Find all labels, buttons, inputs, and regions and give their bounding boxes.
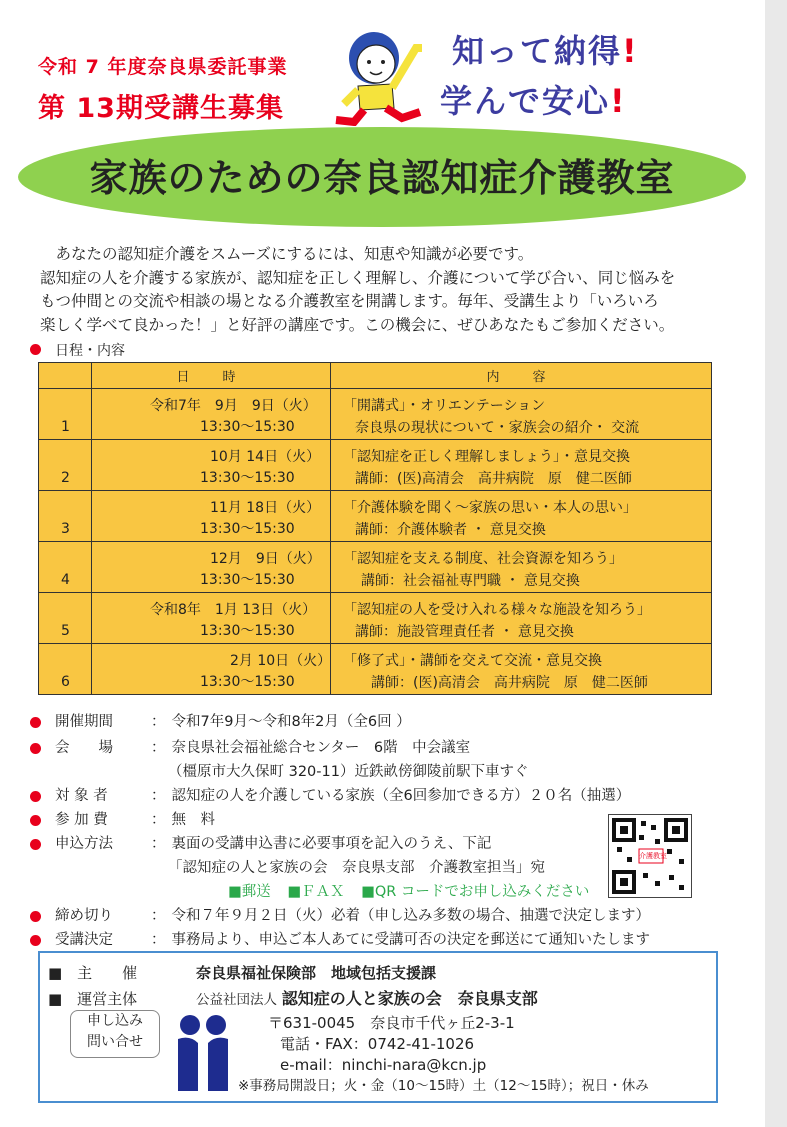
inquiry-label: 申し込み 問い合せ <box>70 1010 160 1058</box>
contact-email[interactable]: e-mail：ninchi-nara@kcn.jp <box>280 1056 487 1074</box>
contact-phone: 電話・FAX：0742-41-1026 <box>280 1035 475 1053</box>
intro-line: もつ仲間との交流や相談の場となる介護教室を開講します。毎年、受講生より「いろいろ <box>40 292 659 310</box>
operator-row <box>48 986 538 1009</box>
host-row <box>48 962 436 983</box>
info-period: 開催期間 ： 令和7年9月〜令和8年2月（全6回 ） <box>30 710 411 731</box>
table-row <box>39 644 712 695</box>
intro-line: 楽しく学べて良かった！」と好評の講座です。この機会に、ぜひあなたもご参加ください。 <box>40 315 675 334</box>
row-time: 13:30〜15:30 <box>200 572 295 588</box>
row-content-title: 「認知症の人を受け入れる様々な施設を知ろう」 <box>343 602 651 618</box>
row-content-detail: 講師：施設管理責任者 ・ 意見交換 <box>355 624 574 640</box>
operator-prefix: 公益社団法人 <box>196 992 277 1008</box>
bullet-icon <box>30 815 41 826</box>
info-apply-to: 「認知症の人と家族の会 奈良県支部 介護教室担当」宛 <box>168 860 545 876</box>
row-content-detail: 講師：(医)高清会 高井病院 原 健二医師 <box>355 471 632 487</box>
row-number: 1 <box>61 419 70 435</box>
bullet-icon <box>30 743 41 754</box>
slogan-2: 学んで安心! <box>440 82 627 120</box>
row-content-title: 「介護体験を聞く〜家族の思い・本人の思い」 <box>343 500 637 516</box>
slogan-1: 知って納得! <box>452 32 639 70</box>
scrollbar-gutter[interactable] <box>765 0 787 1127</box>
bullet-icon <box>30 911 41 922</box>
row-date: 令和8年 1月 13日（火） <box>150 602 317 618</box>
row-content-detail: 講師：社会福祉専門職 ・ 意見交換 <box>361 573 580 589</box>
host-value: 奈良県福祉保険部 地域包括支援課 <box>196 964 437 982</box>
row-content-title: 「認知症を正しく理解しましょう」・意見交換 <box>343 449 630 465</box>
qr-label: 介護教室 <box>639 852 667 860</box>
intro-text <box>40 243 720 337</box>
table-row <box>39 440 712 491</box>
bullet-icon <box>30 344 41 355</box>
row-date: 10月 14日（火） <box>210 449 321 465</box>
row-content-title: 「修了式」・講師を交えて交流・意見交換 <box>343 653 602 669</box>
row-number: 5 <box>61 623 70 639</box>
row-number: 3 <box>61 521 70 537</box>
row-content-title: 「認知症を支える制度、社会資源を知ろう」 <box>343 551 623 567</box>
schedule-label: 日程・内容 <box>30 340 125 360</box>
host-label: ■ 主 催 <box>48 964 138 982</box>
method-fax: ■ＦＡＸ <box>287 884 345 900</box>
row-content-detail: 講師：介護体験者 ・ 意見交換 <box>355 522 546 538</box>
header-date: 日 時 <box>92 363 331 389</box>
table-row <box>39 542 712 593</box>
info-decision: 受講決定 ： 事務局より、申込ご本人あてに受講可否の決定を郵送にて通知いたします <box>30 928 650 949</box>
operator-value: 認知症の人と家族の会 奈良県支部 <box>281 989 538 1008</box>
bullet-icon <box>30 935 41 946</box>
info-apply: 申込方法 ： 裏面の受講申込書に必要事項を記入のうえ、下記 <box>30 832 491 853</box>
info-deadline: 締め切り ： 令和７年９月２日（火）必着（申し込み多数の場合、抽選で決定します） <box>30 904 650 925</box>
bullet-icon <box>30 717 41 728</box>
association-logo-icon <box>172 1013 234 1093</box>
table-row <box>39 389 712 440</box>
row-time: 13:30〜15:30 <box>200 470 295 486</box>
main-title: 家族のための奈良認知症介護教室 <box>89 156 675 200</box>
mascot-illustration <box>328 18 440 126</box>
row-content-detail: 奈良県の現状について・家族会の紹介・ 交流 <box>355 420 640 436</box>
project-line: 令和 7 年度奈良県委託事業 <box>38 56 288 78</box>
row-number: 4 <box>61 572 70 588</box>
header-content: 内 容 <box>331 363 712 389</box>
info-target: 対 象 者 ： 認知症の人を介護している家族（全6回参加できる方）２０名（抽選） <box>30 784 630 805</box>
method-mail: ■郵送 <box>228 884 271 900</box>
table-header-row <box>39 363 712 389</box>
qr-code[interactable] <box>608 814 692 898</box>
office-hours: ※事務局開設日；火・金（10〜15時）土（12〜15時）；祝日・休み <box>238 1078 649 1094</box>
row-content-title: 「開講式」・オリエンテーション <box>343 398 546 414</box>
row-time: 13:30〜15:30 <box>200 419 295 435</box>
row-date: 12月 9日（火） <box>210 551 321 567</box>
row-time: 13:30〜15:30 <box>200 674 295 690</box>
bullet-icon <box>30 839 41 850</box>
table-row <box>39 593 712 644</box>
info-venue-note: （橿原市大久保町 320-11）近鉄畝傍御陵前駅下車すぐ <box>168 764 529 780</box>
info-venue: 会 場 ： 奈良県社会福祉総合センター 6階 中会議室 <box>30 736 470 757</box>
row-content-detail: 講師：(医)高清会 高井病院 原 健二医師 <box>371 675 648 691</box>
recruit-line: 第 13期受講生募集 <box>38 93 284 124</box>
operator-label: ■ 運営主体 <box>48 990 138 1008</box>
method-qr: ■QR コードでお申し込みください <box>361 884 590 900</box>
info-fee: 参 加 費 ： 無 料 <box>30 808 215 829</box>
schedule-table <box>38 362 712 695</box>
bullet-icon <box>30 791 41 802</box>
row-time: 13:30〜15:30 <box>200 521 295 537</box>
row-date: 2月 10日（火） <box>230 653 332 669</box>
row-date: 令和7年 9月 9日（火） <box>150 398 317 414</box>
intro-line: 認知症の人を介護する家族が、認知症を正しく理解し、介護について学び合い、同じ悩みを <box>40 268 676 287</box>
contact-address: 〒631-0045 奈良市千代ヶ丘2-3-1 <box>268 1014 515 1032</box>
row-time: 13:30〜15:30 <box>200 623 295 639</box>
info-apply-methods <box>228 880 589 901</box>
row-date: 11月 18日（火） <box>210 500 321 516</box>
intro-line: あなたの認知症介護をスムーズにするには、知恵や知識が必要です。 <box>40 245 534 263</box>
row-number: 2 <box>61 470 70 486</box>
row-number: 6 <box>61 674 70 690</box>
table-row <box>39 491 712 542</box>
